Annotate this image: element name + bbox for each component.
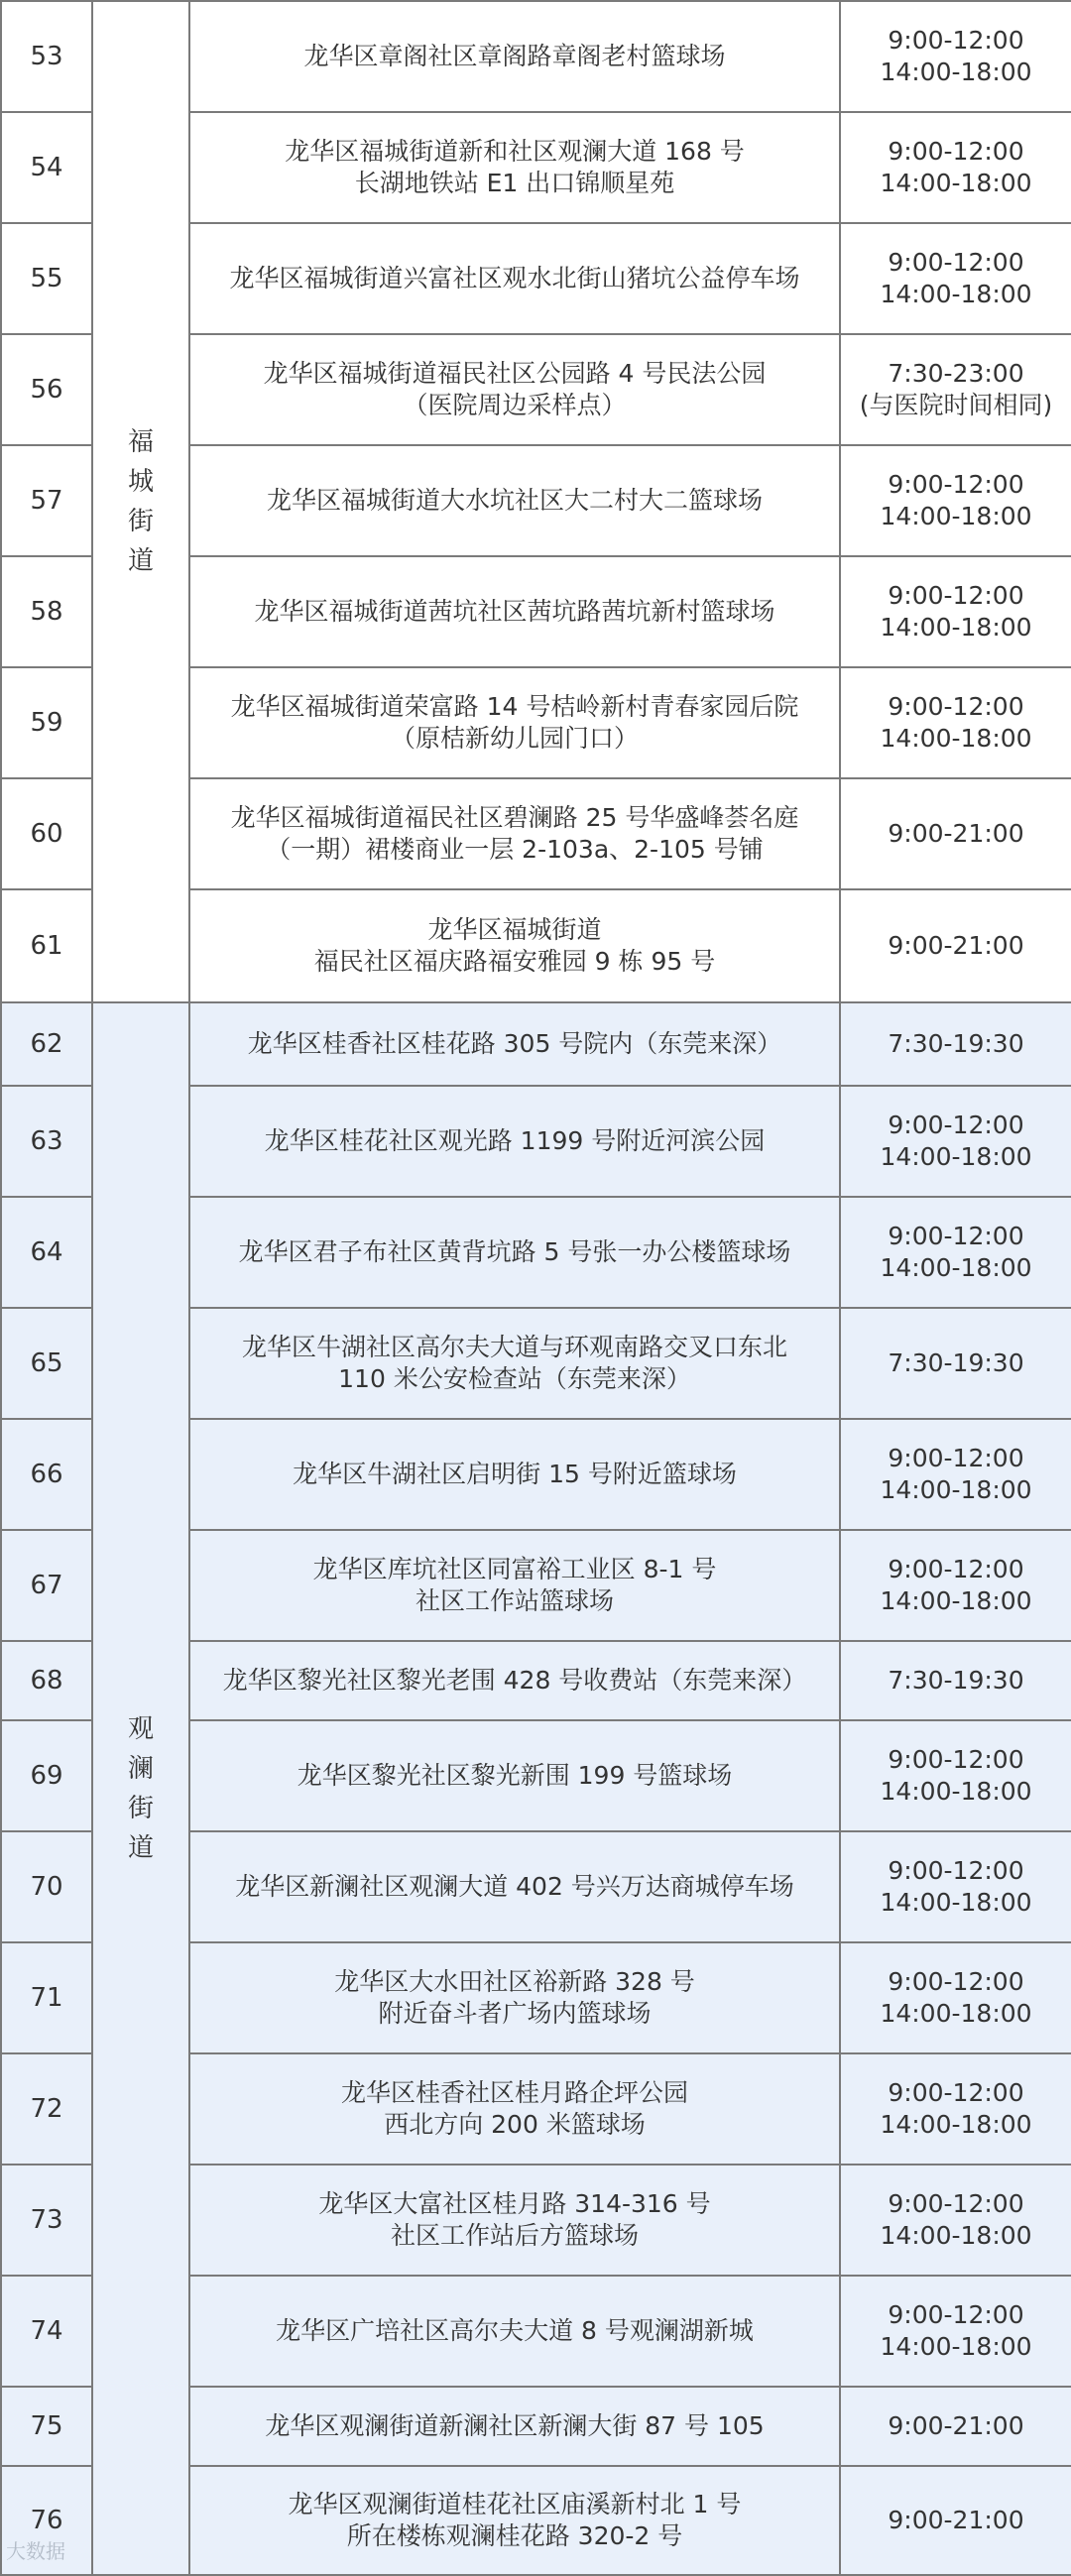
hours-line: 9:00-12:00: [888, 1111, 1024, 1139]
address-line: 龙华区福城街道: [427, 915, 602, 944]
hours-line: 7:30-19:30: [888, 1029, 1024, 1058]
site-address: [189, 1002, 840, 1086]
address-line: 龙华区黎光社区黎光老围 428 号收费站（东莞来深）: [222, 1666, 807, 1695]
hours-line: 9:00-21:00: [888, 931, 1024, 960]
address-line: 龙华区福城街道福民社区碧澜路 25 号华盛峰荟名庭: [230, 803, 799, 832]
service-hours: [840, 556, 1071, 667]
site-address: [189, 2165, 840, 2276]
site-address: [189, 2387, 840, 2466]
site-address: [189, 889, 840, 1002]
site-address: [189, 778, 840, 889]
service-hours: [840, 2387, 1071, 2466]
row-number: 58: [1, 556, 92, 667]
row-number: 62: [1, 1002, 92, 1086]
service-hours: [840, 667, 1071, 778]
row-number: 55: [1, 223, 92, 334]
address-line: 110 米公安检查站（东莞来深）: [338, 1364, 691, 1393]
row-number: 65: [1, 1308, 92, 1419]
address-line: 龙华区观澜街道桂花社区庙溪新村北 1 号: [288, 2490, 742, 2518]
hours-line: 14:00-18:00: [880, 1999, 1032, 2028]
address-line: 社区工作站后方篮球场: [390, 2221, 639, 2250]
service-hours: [840, 1641, 1071, 1720]
row-number: 68: [1, 1641, 92, 1720]
address-line: 龙华区观澜街道新澜社区新澜大街 87 号 105: [265, 2411, 765, 2440]
address-line: 龙华区库坑社区同富裕工业区 8-1 号: [312, 1555, 717, 1583]
row-number: 54: [1, 112, 92, 223]
hours-line: 9:00-12:00: [888, 470, 1024, 499]
address-line: 龙华区大富社区桂月路 314-316 号: [318, 2189, 711, 2218]
hours-line: 9:00-12:00: [888, 2078, 1024, 2107]
service-hours: [840, 1002, 1071, 1086]
service-hours: [840, 1, 1071, 112]
site-address: [189, 1641, 840, 1720]
service-hours: [840, 1419, 1071, 1530]
row-number: 57: [1, 445, 92, 556]
site-address: [189, 334, 840, 445]
address-line: 龙华区君子布社区黄背坑路 5 号张一办公楼篮球场: [238, 1237, 791, 1266]
address-line: 所在楼栋观澜桂花路 320-2 号: [346, 2521, 683, 2550]
row-number: 70: [1, 1831, 92, 1942]
hours-line: 14:00-18:00: [880, 2221, 1032, 2250]
row-number: 59: [1, 667, 92, 778]
address-line: （一期）裙楼商业一层 2-103a、2-105 号铺: [266, 835, 764, 864]
row-number: 56: [1, 334, 92, 445]
address-line: 西北方向 200 米篮球场: [384, 2110, 646, 2139]
site-address: [189, 112, 840, 223]
site-address: [189, 2466, 840, 2575]
hours-line: 9:00-12:00: [888, 1222, 1024, 1250]
site-address: [189, 1086, 840, 1197]
site-address: [189, 1831, 840, 1942]
service-hours: [840, 2466, 1071, 2575]
hours-line: 9:00-12:00: [888, 248, 1024, 277]
site-address: [189, 1530, 840, 1641]
hours-line: 7:30-19:30: [888, 1666, 1024, 1695]
hours-line: 14:00-18:00: [880, 1586, 1032, 1615]
hours-line: 14:00-18:00: [880, 280, 1032, 308]
service-hours: [840, 1530, 1071, 1641]
address-line: 社区工作站篮球场: [415, 1586, 614, 1615]
hours-line: 14:00-18:00: [880, 58, 1032, 86]
address-line: 附近奋斗者广场内篮球场: [378, 1999, 652, 2028]
site-address: [189, 1197, 840, 1308]
address-line: 龙华区福城街道茜坑社区茜坑路茜坑新村篮球场: [254, 597, 775, 626]
row-number: 53: [1, 1, 92, 112]
row-number: 74: [1, 2276, 92, 2387]
row-number: 60: [1, 778, 92, 889]
service-hours: [840, 889, 1071, 1002]
hours-line: 14:00-18:00: [880, 1475, 1032, 1504]
hours-line: 9:00-21:00: [888, 2411, 1024, 2440]
address-line: 龙华区牛湖社区启明街 15 号附近篮球场: [293, 1460, 737, 1488]
hours-line: 14:00-18:00: [880, 1777, 1032, 1806]
address-line: 龙华区福城街道大水坑社区大二村大二篮球场: [266, 486, 763, 515]
address-line: 龙华区桂花社区观光路 1199 号附近河滨公园: [264, 1126, 766, 1155]
site-address: [189, 1, 840, 112]
hours-line: 9:00-21:00: [888, 2506, 1024, 2534]
service-hours: [840, 223, 1071, 334]
site-address: [189, 445, 840, 556]
address-line: 龙华区章阁社区章阁路章阁老村篮球场: [303, 42, 726, 70]
service-hours: [840, 2276, 1071, 2387]
hours-line: 9:00-12:00: [888, 2300, 1024, 2329]
site-address: [189, 223, 840, 334]
site-address: [189, 556, 840, 667]
row-number: 66: [1, 1419, 92, 1530]
service-hours: [840, 778, 1071, 889]
hours-line: 9:00-12:00: [888, 1967, 1024, 1996]
hours-line: (与医院时间相同): [859, 391, 1053, 419]
address-line: （医院周边采样点）: [403, 391, 627, 419]
row-number: 67: [1, 1530, 92, 1641]
address-line: 龙华区牛湖社区高尔夫大道与环观南路交叉口东北: [241, 1333, 787, 1361]
hours-line: 9:00-12:00: [888, 26, 1024, 55]
hours-line: 14:00-18:00: [880, 169, 1032, 197]
hours-line: 14:00-18:00: [880, 1253, 1032, 1282]
hours-line: 14:00-18:00: [880, 1888, 1032, 1917]
table-row: [1, 1002, 1071, 1086]
hours-line: 9:00-12:00: [888, 137, 1024, 166]
hours-line: 14:00-18:00: [880, 2332, 1032, 2361]
service-hours: [840, 1086, 1071, 1197]
service-hours: [840, 1831, 1071, 1942]
address-line: 福民社区福庆路福安雅园 9 栋 95 号: [313, 947, 716, 976]
service-hours: [840, 334, 1071, 445]
table-body: [1, 1, 1071, 2575]
row-number: 69: [1, 1720, 92, 1831]
address-line: （原桔新幼儿园门口）: [390, 724, 639, 753]
street-name-cell: [92, 1002, 189, 2575]
service-hours: [840, 1197, 1071, 1308]
row-number: 73: [1, 2165, 92, 2276]
hours-line: 14:00-18:00: [880, 613, 1032, 642]
site-address: [189, 667, 840, 778]
service-hours: [840, 2053, 1071, 2165]
service-hours: [840, 1720, 1071, 1831]
hours-line: 9:00-21:00: [888, 819, 1024, 848]
row-number: 72: [1, 2053, 92, 2165]
hours-line: 9:00-12:00: [888, 1555, 1024, 1583]
row-number: 75: [1, 2387, 92, 2466]
address-line: 龙华区桂香社区桂月路企坪公园: [340, 2078, 688, 2107]
hours-line: 9:00-12:00: [888, 1745, 1024, 1774]
hours-line: 7:30-23:00: [888, 359, 1024, 388]
row-number: 71: [1, 1942, 92, 2053]
street-name: 福城街道: [127, 427, 154, 576]
service-hours: [840, 445, 1071, 556]
site-address: [189, 1419, 840, 1530]
address-line: 龙华区福城街道新和社区观澜大道 168 号: [285, 137, 745, 166]
hours-line: 9:00-12:00: [888, 1444, 1024, 1472]
address-line: 龙华区广培社区高尔夫大道 8 号观澜湖新城: [276, 2316, 754, 2345]
hours-line: 9:00-12:00: [888, 2189, 1024, 2218]
address-line: 龙华区福城街道荣富路 14 号桔岭新村青春家园后院: [230, 692, 799, 721]
table-row: [1, 1, 1071, 112]
site-address: [189, 1942, 840, 2053]
hours-line: 14:00-18:00: [880, 502, 1032, 530]
row-number: 63: [1, 1086, 92, 1197]
service-hours: [840, 2165, 1071, 2276]
service-hours: [840, 1308, 1071, 1419]
address-line: 龙华区福城街道福民社区公园路 4 号民法公园: [263, 359, 767, 388]
address-line: 龙华区福城街道兴富社区观水北街山猪坑公益停车场: [229, 264, 800, 293]
hours-line: 14:00-18:00: [880, 724, 1032, 753]
address-line: 龙华区黎光社区黎光新围 199 号篮球场: [297, 1761, 733, 1790]
site-address: [189, 2276, 840, 2387]
hours-line: 14:00-18:00: [880, 1142, 1032, 1171]
hours-line: 9:00-12:00: [888, 1856, 1024, 1885]
address-line: 龙华区大水田社区裕新路 328 号: [334, 1967, 695, 1996]
site-address: [189, 1308, 840, 1419]
row-number: 76: [1, 2466, 92, 2575]
row-number: 61: [1, 889, 92, 1002]
address-line: 长湖地铁站 E1 出口锦顺星苑: [354, 169, 675, 197]
service-hours: [840, 1942, 1071, 2053]
address-line: 龙华区新澜社区观澜大道 402 号兴万达商城停车场: [235, 1872, 794, 1901]
address-line: 龙华区桂香社区桂花路 305 号院内（东莞来深）: [247, 1029, 782, 1058]
hours-line: 7:30-19:30: [888, 1348, 1024, 1377]
street-name-cell: [92, 1, 189, 1002]
hours-line: 9:00-12:00: [888, 581, 1024, 610]
hours-line: 14:00-18:00: [880, 2110, 1032, 2139]
hours-line: 9:00-12:00: [888, 692, 1024, 721]
site-address: [189, 2053, 840, 2165]
site-address: [189, 1720, 840, 1831]
row-number: 64: [1, 1197, 92, 1308]
street-name: 观澜街道: [127, 1714, 154, 1863]
service-hours: [840, 112, 1071, 223]
watermark-text: 大数据: [6, 2539, 65, 2563]
